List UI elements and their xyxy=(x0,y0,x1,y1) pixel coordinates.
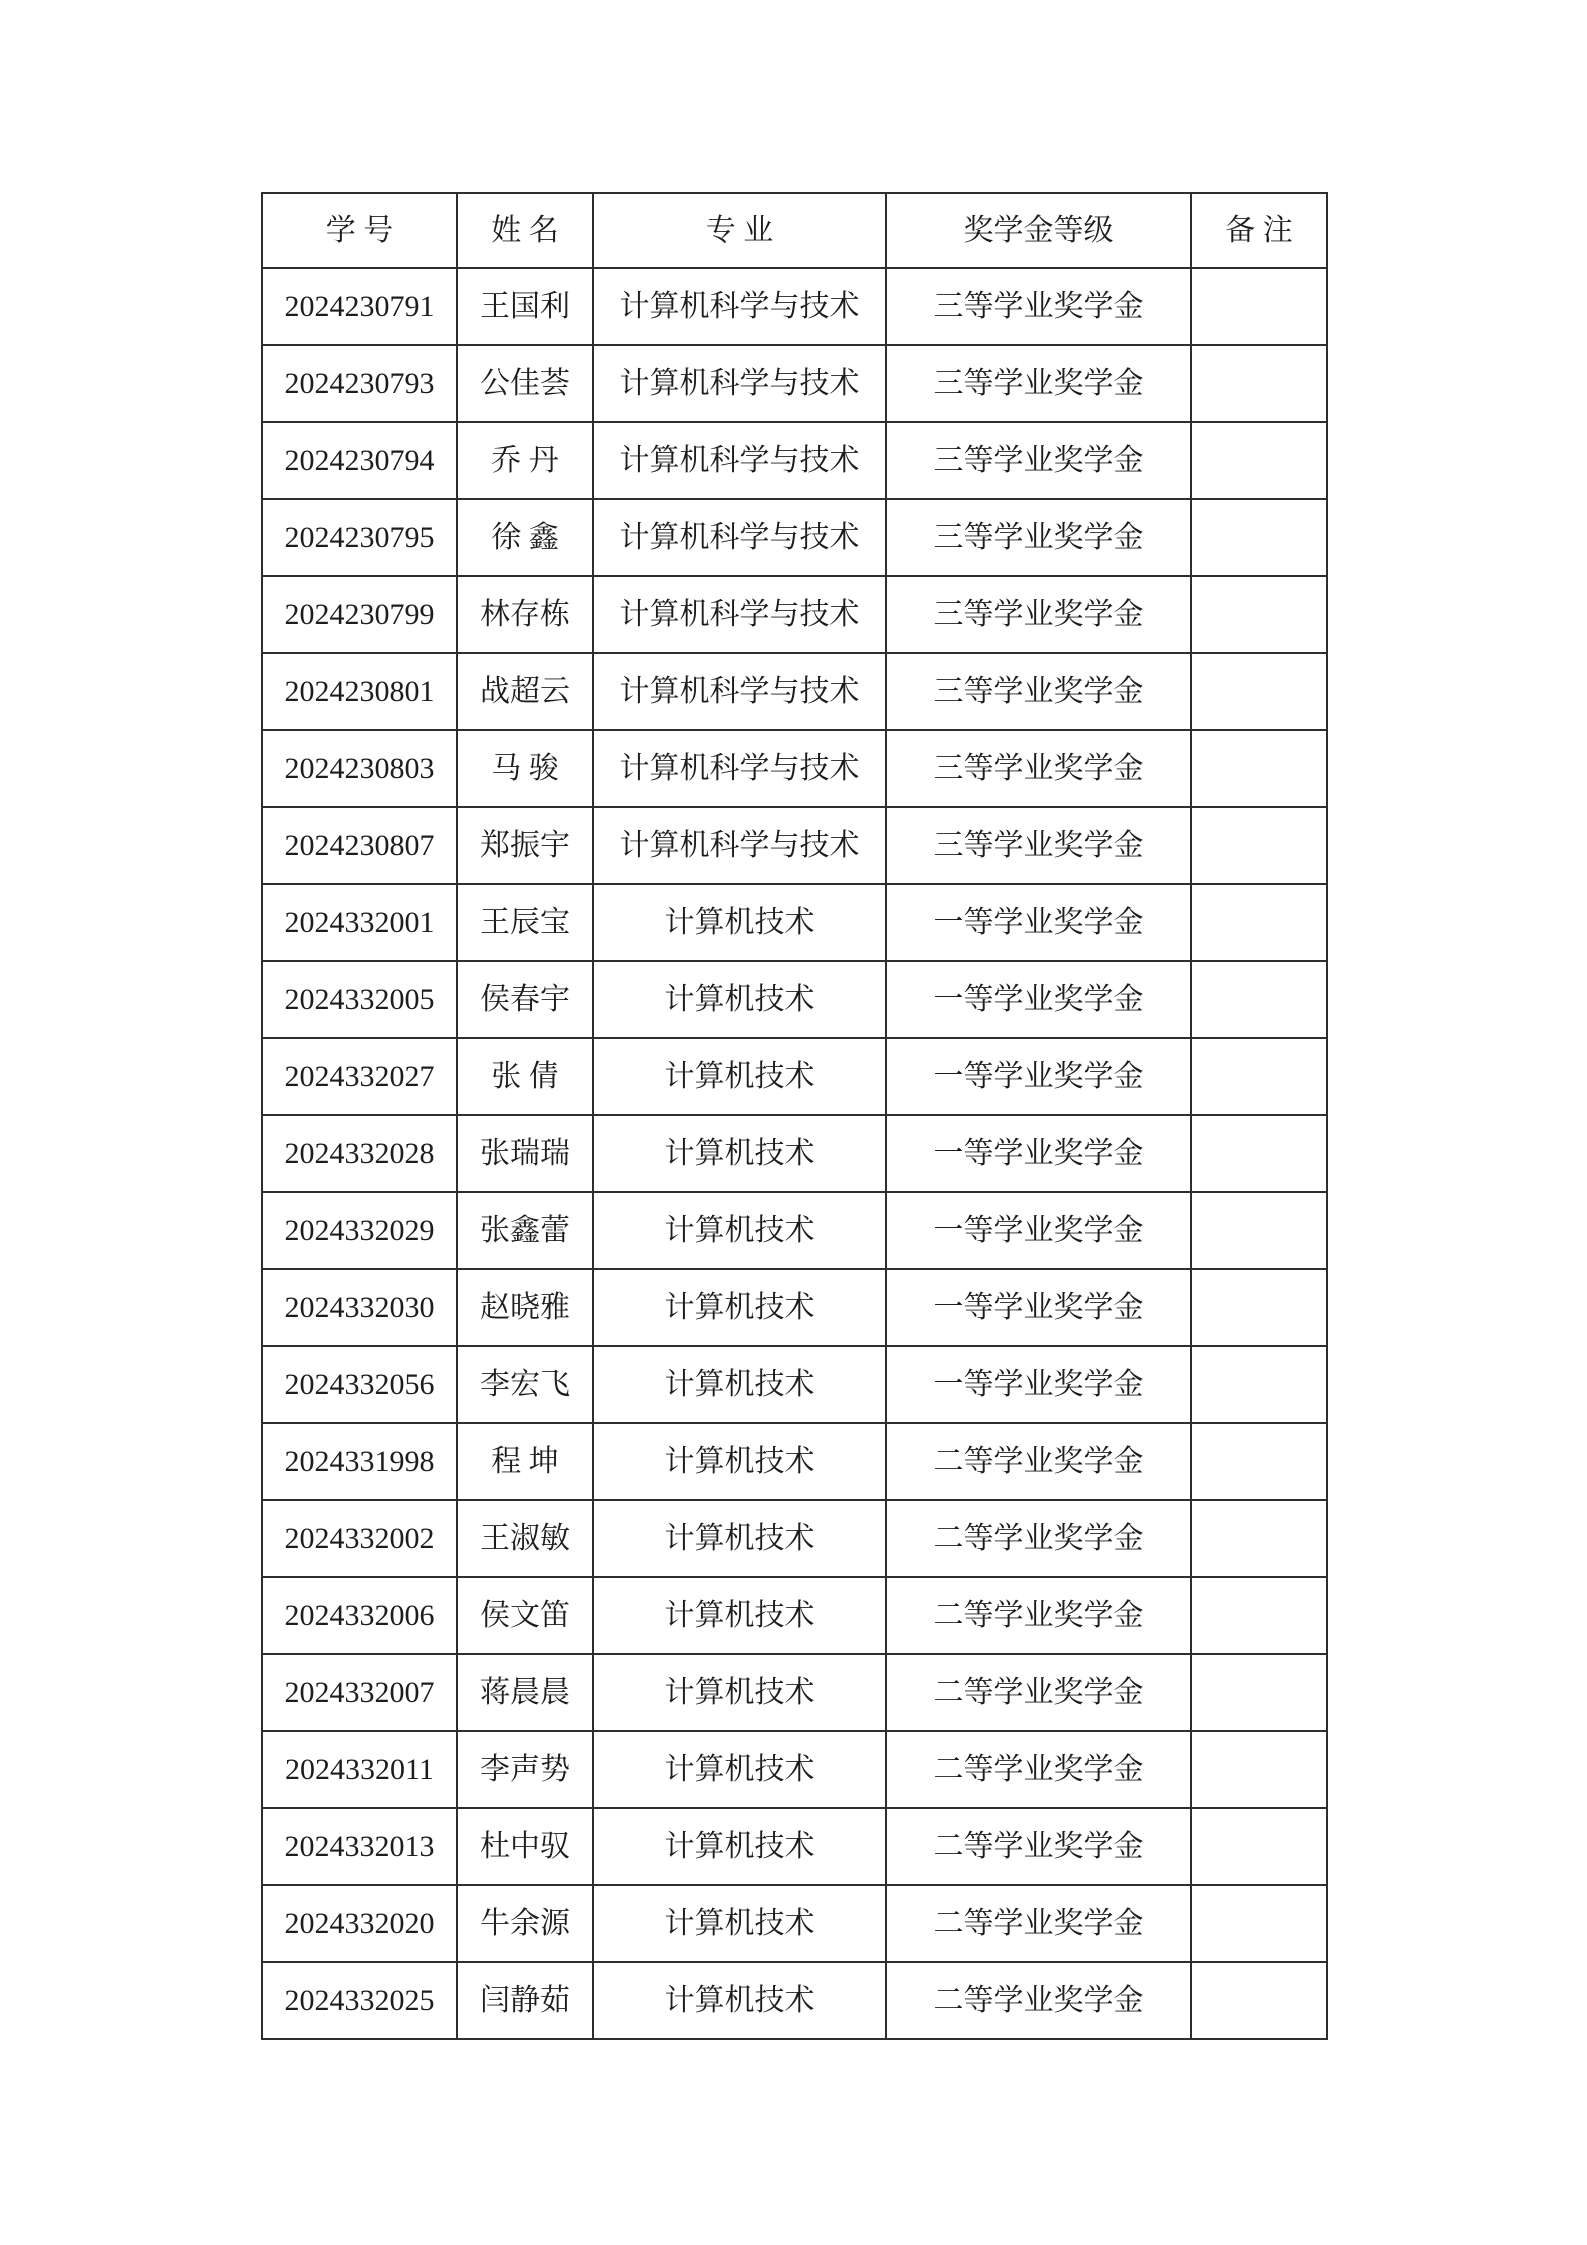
scholarship-cell: 三等学业奖学金 xyxy=(886,422,1191,499)
remark-cell xyxy=(1191,1577,1327,1654)
major-cell: 计算机科学与技术 xyxy=(593,807,886,884)
scholarship-cell: 一等学业奖学金 xyxy=(886,1269,1191,1346)
student-id-cell: 2024332029 xyxy=(262,1192,457,1269)
remark-cell xyxy=(1191,1654,1327,1731)
table-row xyxy=(262,807,1327,884)
remark-cell xyxy=(1191,1500,1327,1577)
remark-cell xyxy=(1191,807,1327,884)
major-cell: 计算机科学与技术 xyxy=(593,268,886,345)
scholarship-cell: 二等学业奖学金 xyxy=(886,1808,1191,1885)
remark-cell xyxy=(1191,1885,1327,1962)
remark-cell xyxy=(1191,730,1327,807)
major-cell: 计算机科学与技术 xyxy=(593,730,886,807)
name-cell: 李声势 xyxy=(457,1731,593,1808)
student-id-cell: 2024332030 xyxy=(262,1269,457,1346)
remark-cell xyxy=(1191,1808,1327,1885)
major-cell: 计算机科学与技术 xyxy=(593,345,886,422)
name-cell: 王淑敏 xyxy=(457,1500,593,1577)
major-cell: 计算机技术 xyxy=(593,1808,886,1885)
table-header-row xyxy=(262,193,1327,268)
student-id-cell: 2024332002 xyxy=(262,1500,457,1577)
scholarship-cell: 二等学业奖学金 xyxy=(886,1731,1191,1808)
table-row xyxy=(262,576,1327,653)
scholarship-cell: 二等学业奖学金 xyxy=(886,1500,1191,1577)
scholarship-cell: 一等学业奖学金 xyxy=(886,1192,1191,1269)
table-row xyxy=(262,499,1327,576)
student-id-cell: 2024332025 xyxy=(262,1962,457,2039)
major-cell: 计算机技术 xyxy=(593,884,886,961)
table-row xyxy=(262,345,1327,422)
remark-cell xyxy=(1191,961,1327,1038)
student-id-cell: 2024230807 xyxy=(262,807,457,884)
scholarship-cell: 二等学业奖学金 xyxy=(886,1654,1191,1731)
remark-cell xyxy=(1191,884,1327,961)
name-cell: 蒋晨晨 xyxy=(457,1654,593,1731)
header-scholarship-level: 奖学金等级 xyxy=(886,193,1191,268)
major-cell: 计算机技术 xyxy=(593,1500,886,1577)
student-id-cell: 2024230793 xyxy=(262,345,457,422)
table-row xyxy=(262,1808,1327,1885)
table-row xyxy=(262,1038,1327,1115)
name-cell: 张鑫蕾 xyxy=(457,1192,593,1269)
table-row xyxy=(262,1423,1327,1500)
scholarship-cell: 一等学业奖学金 xyxy=(886,884,1191,961)
table-row xyxy=(262,1500,1327,1577)
student-id-cell: 2024332013 xyxy=(262,1808,457,1885)
scholarship-cell: 二等学业奖学金 xyxy=(886,1885,1191,1962)
major-cell: 计算机科学与技术 xyxy=(593,576,886,653)
scholarship-cell: 二等学业奖学金 xyxy=(886,1962,1191,2039)
student-id-cell: 2024230799 xyxy=(262,576,457,653)
table-row xyxy=(262,422,1327,499)
scholarship-cell: 三等学业奖学金 xyxy=(886,730,1191,807)
name-cell: 马 骏 xyxy=(457,730,593,807)
student-id-cell: 2024331998 xyxy=(262,1423,457,1500)
student-id-cell: 2024230803 xyxy=(262,730,457,807)
scholarship-cell: 三等学业奖学金 xyxy=(886,807,1191,884)
header-name: 姓 名 xyxy=(457,193,593,268)
major-cell: 计算机技术 xyxy=(593,1885,886,1962)
name-cell: 徐 鑫 xyxy=(457,499,593,576)
scholarship-cell: 二等学业奖学金 xyxy=(886,1577,1191,1654)
student-id-cell: 2024230794 xyxy=(262,422,457,499)
major-cell: 计算机技术 xyxy=(593,961,886,1038)
student-id-cell: 2024332006 xyxy=(262,1577,457,1654)
name-cell: 王辰宝 xyxy=(457,884,593,961)
name-cell: 郑振宇 xyxy=(457,807,593,884)
student-id-cell: 2024230801 xyxy=(262,653,457,730)
name-cell: 赵晓雅 xyxy=(457,1269,593,1346)
scholarship-cell: 三等学业奖学金 xyxy=(886,576,1191,653)
remark-cell xyxy=(1191,1192,1327,1269)
name-cell: 闫静茹 xyxy=(457,1962,593,2039)
major-cell: 计算机技术 xyxy=(593,1962,886,2039)
scholarship-cell: 二等学业奖学金 xyxy=(886,1423,1191,1500)
remark-cell xyxy=(1191,653,1327,730)
remark-cell xyxy=(1191,1115,1327,1192)
name-cell: 王国利 xyxy=(457,268,593,345)
scholarship-cell: 一等学业奖学金 xyxy=(886,1115,1191,1192)
scholarship-cell: 三等学业奖学金 xyxy=(886,499,1191,576)
table-row xyxy=(262,1962,1327,2039)
student-id-cell: 2024332011 xyxy=(262,1731,457,1808)
major-cell: 计算机技术 xyxy=(593,1654,886,1731)
student-id-cell: 2024230795 xyxy=(262,499,457,576)
remark-cell xyxy=(1191,268,1327,345)
table-row xyxy=(262,884,1327,961)
student-id-cell: 2024332007 xyxy=(262,1654,457,1731)
major-cell: 计算机技术 xyxy=(593,1192,886,1269)
name-cell: 李宏飞 xyxy=(457,1346,593,1423)
remark-cell xyxy=(1191,499,1327,576)
remark-cell xyxy=(1191,1423,1327,1500)
scholarship-cell: 三等学业奖学金 xyxy=(886,345,1191,422)
scholarship-cell: 一等学业奖学金 xyxy=(886,961,1191,1038)
scholarship-cell: 一等学业奖学金 xyxy=(886,1346,1191,1423)
major-cell: 计算机科学与技术 xyxy=(593,499,886,576)
table-row xyxy=(262,1731,1327,1808)
scholarship-table xyxy=(261,192,1328,2040)
header-student-id: 学 号 xyxy=(262,193,457,268)
table-row xyxy=(262,1577,1327,1654)
remark-cell xyxy=(1191,1962,1327,2039)
remark-cell xyxy=(1191,1346,1327,1423)
scholarship-cell: 三等学业奖学金 xyxy=(886,268,1191,345)
major-cell: 计算机技术 xyxy=(593,1115,886,1192)
name-cell: 公佳荟 xyxy=(457,345,593,422)
student-id-cell: 2024230791 xyxy=(262,268,457,345)
remark-cell xyxy=(1191,345,1327,422)
header-remark: 备 注 xyxy=(1191,193,1327,268)
scholarship-cell: 三等学业奖学金 xyxy=(886,653,1191,730)
student-id-cell: 2024332005 xyxy=(262,961,457,1038)
remark-cell xyxy=(1191,1269,1327,1346)
table-row xyxy=(262,1885,1327,1962)
table-row xyxy=(262,1269,1327,1346)
major-cell: 计算机科学与技术 xyxy=(593,422,886,499)
table-row xyxy=(262,268,1327,345)
major-cell: 计算机技术 xyxy=(593,1269,886,1346)
table-row xyxy=(262,1346,1327,1423)
table-row xyxy=(262,730,1327,807)
student-id-cell: 2024332028 xyxy=(262,1115,457,1192)
major-cell: 计算机技术 xyxy=(593,1038,886,1115)
table-row xyxy=(262,961,1327,1038)
scholarship-cell: 一等学业奖学金 xyxy=(886,1038,1191,1115)
name-cell: 杜中驭 xyxy=(457,1808,593,1885)
table-row xyxy=(262,653,1327,730)
table-row xyxy=(262,1192,1327,1269)
remark-cell xyxy=(1191,576,1327,653)
header-major: 专 业 xyxy=(593,193,886,268)
remark-cell xyxy=(1191,1731,1327,1808)
name-cell: 战超云 xyxy=(457,653,593,730)
table-row xyxy=(262,1654,1327,1731)
name-cell: 侯春宇 xyxy=(457,961,593,1038)
name-cell: 程 坤 xyxy=(457,1423,593,1500)
name-cell: 张 倩 xyxy=(457,1038,593,1115)
name-cell: 侯文笛 xyxy=(457,1577,593,1654)
table-row xyxy=(262,1115,1327,1192)
student-id-cell: 2024332001 xyxy=(262,884,457,961)
major-cell: 计算机技术 xyxy=(593,1423,886,1500)
name-cell: 牛余源 xyxy=(457,1885,593,1962)
name-cell: 乔 丹 xyxy=(457,422,593,499)
name-cell: 张瑞瑞 xyxy=(457,1115,593,1192)
student-id-cell: 2024332056 xyxy=(262,1346,457,1423)
remark-cell xyxy=(1191,1038,1327,1115)
student-id-cell: 2024332027 xyxy=(262,1038,457,1115)
major-cell: 计算机技术 xyxy=(593,1731,886,1808)
name-cell: 林存栋 xyxy=(457,576,593,653)
remark-cell xyxy=(1191,422,1327,499)
major-cell: 计算机技术 xyxy=(593,1346,886,1423)
student-id-cell: 2024332020 xyxy=(262,1885,457,1962)
major-cell: 计算机科学与技术 xyxy=(593,653,886,730)
major-cell: 计算机技术 xyxy=(593,1577,886,1654)
